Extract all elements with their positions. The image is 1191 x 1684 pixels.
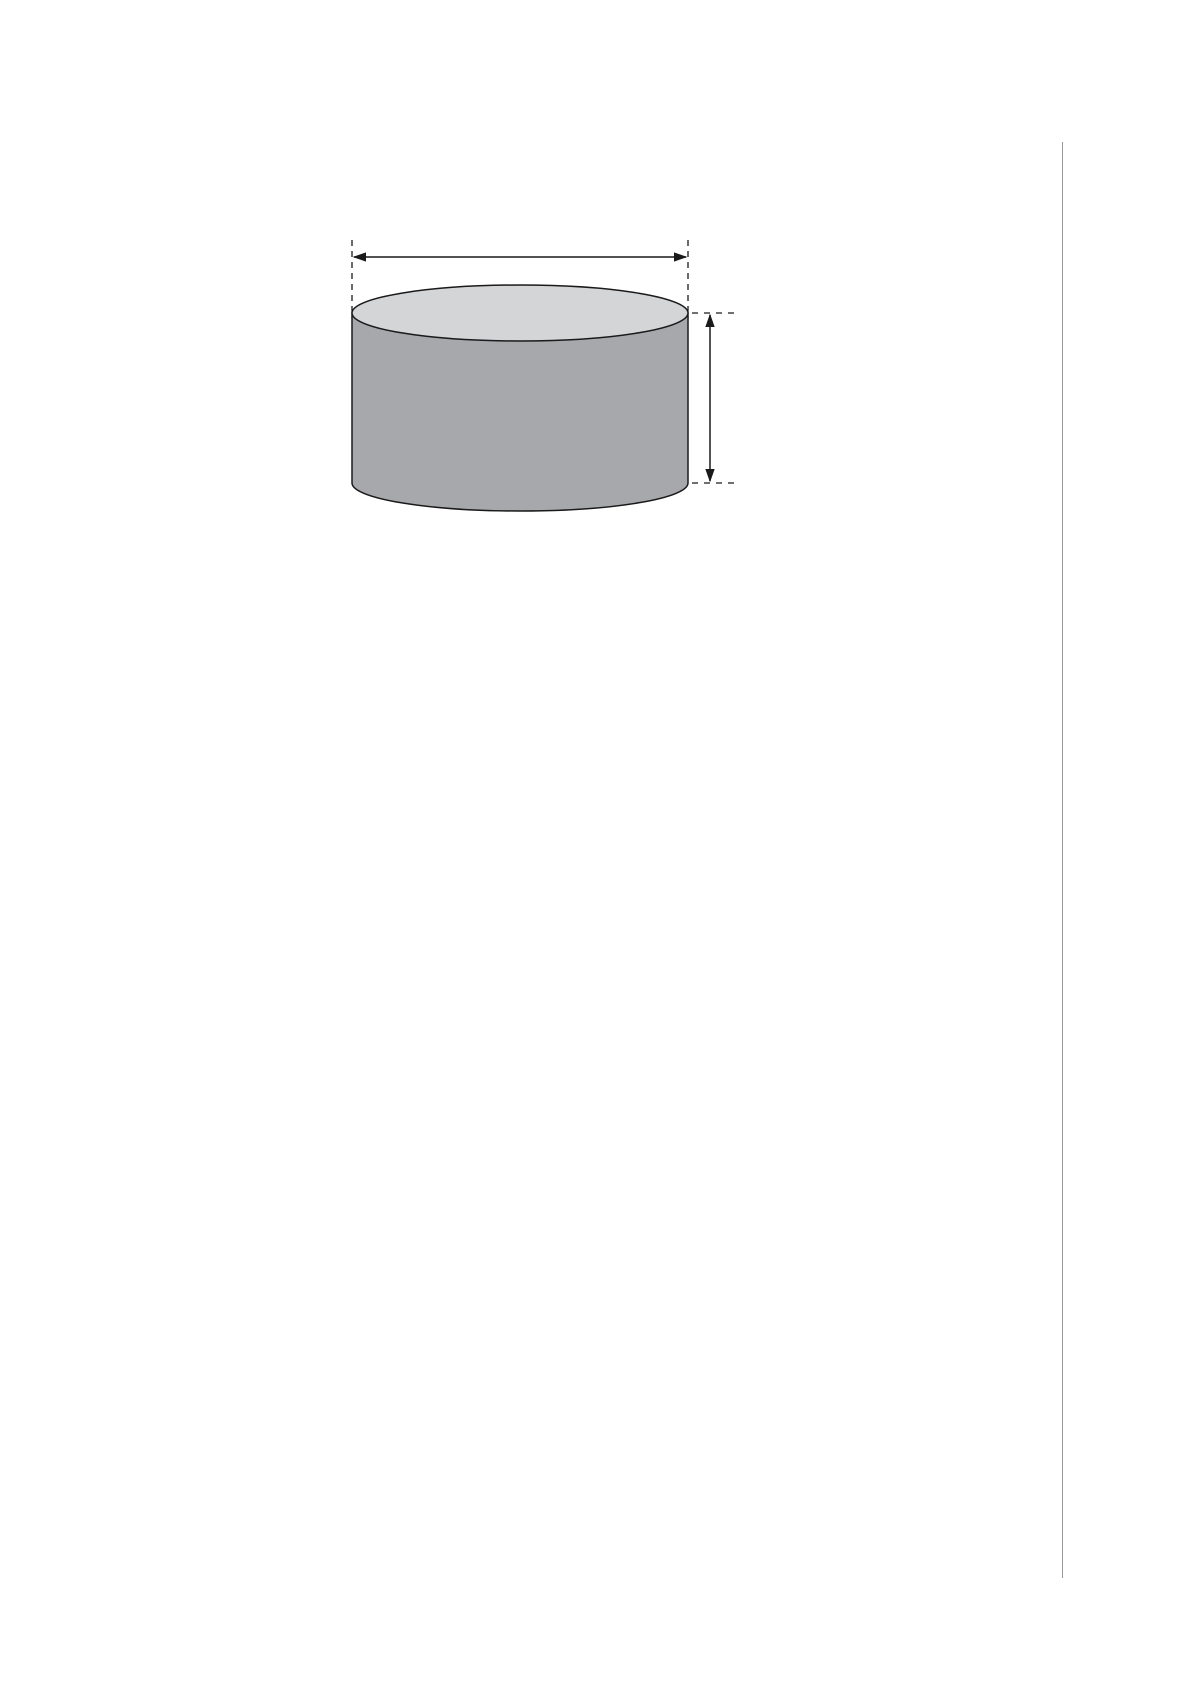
cylinder-figure xyxy=(330,230,770,530)
cylinder-side xyxy=(352,313,688,511)
cylinder-top-face xyxy=(352,285,688,341)
margin-line xyxy=(1062,142,1063,1578)
